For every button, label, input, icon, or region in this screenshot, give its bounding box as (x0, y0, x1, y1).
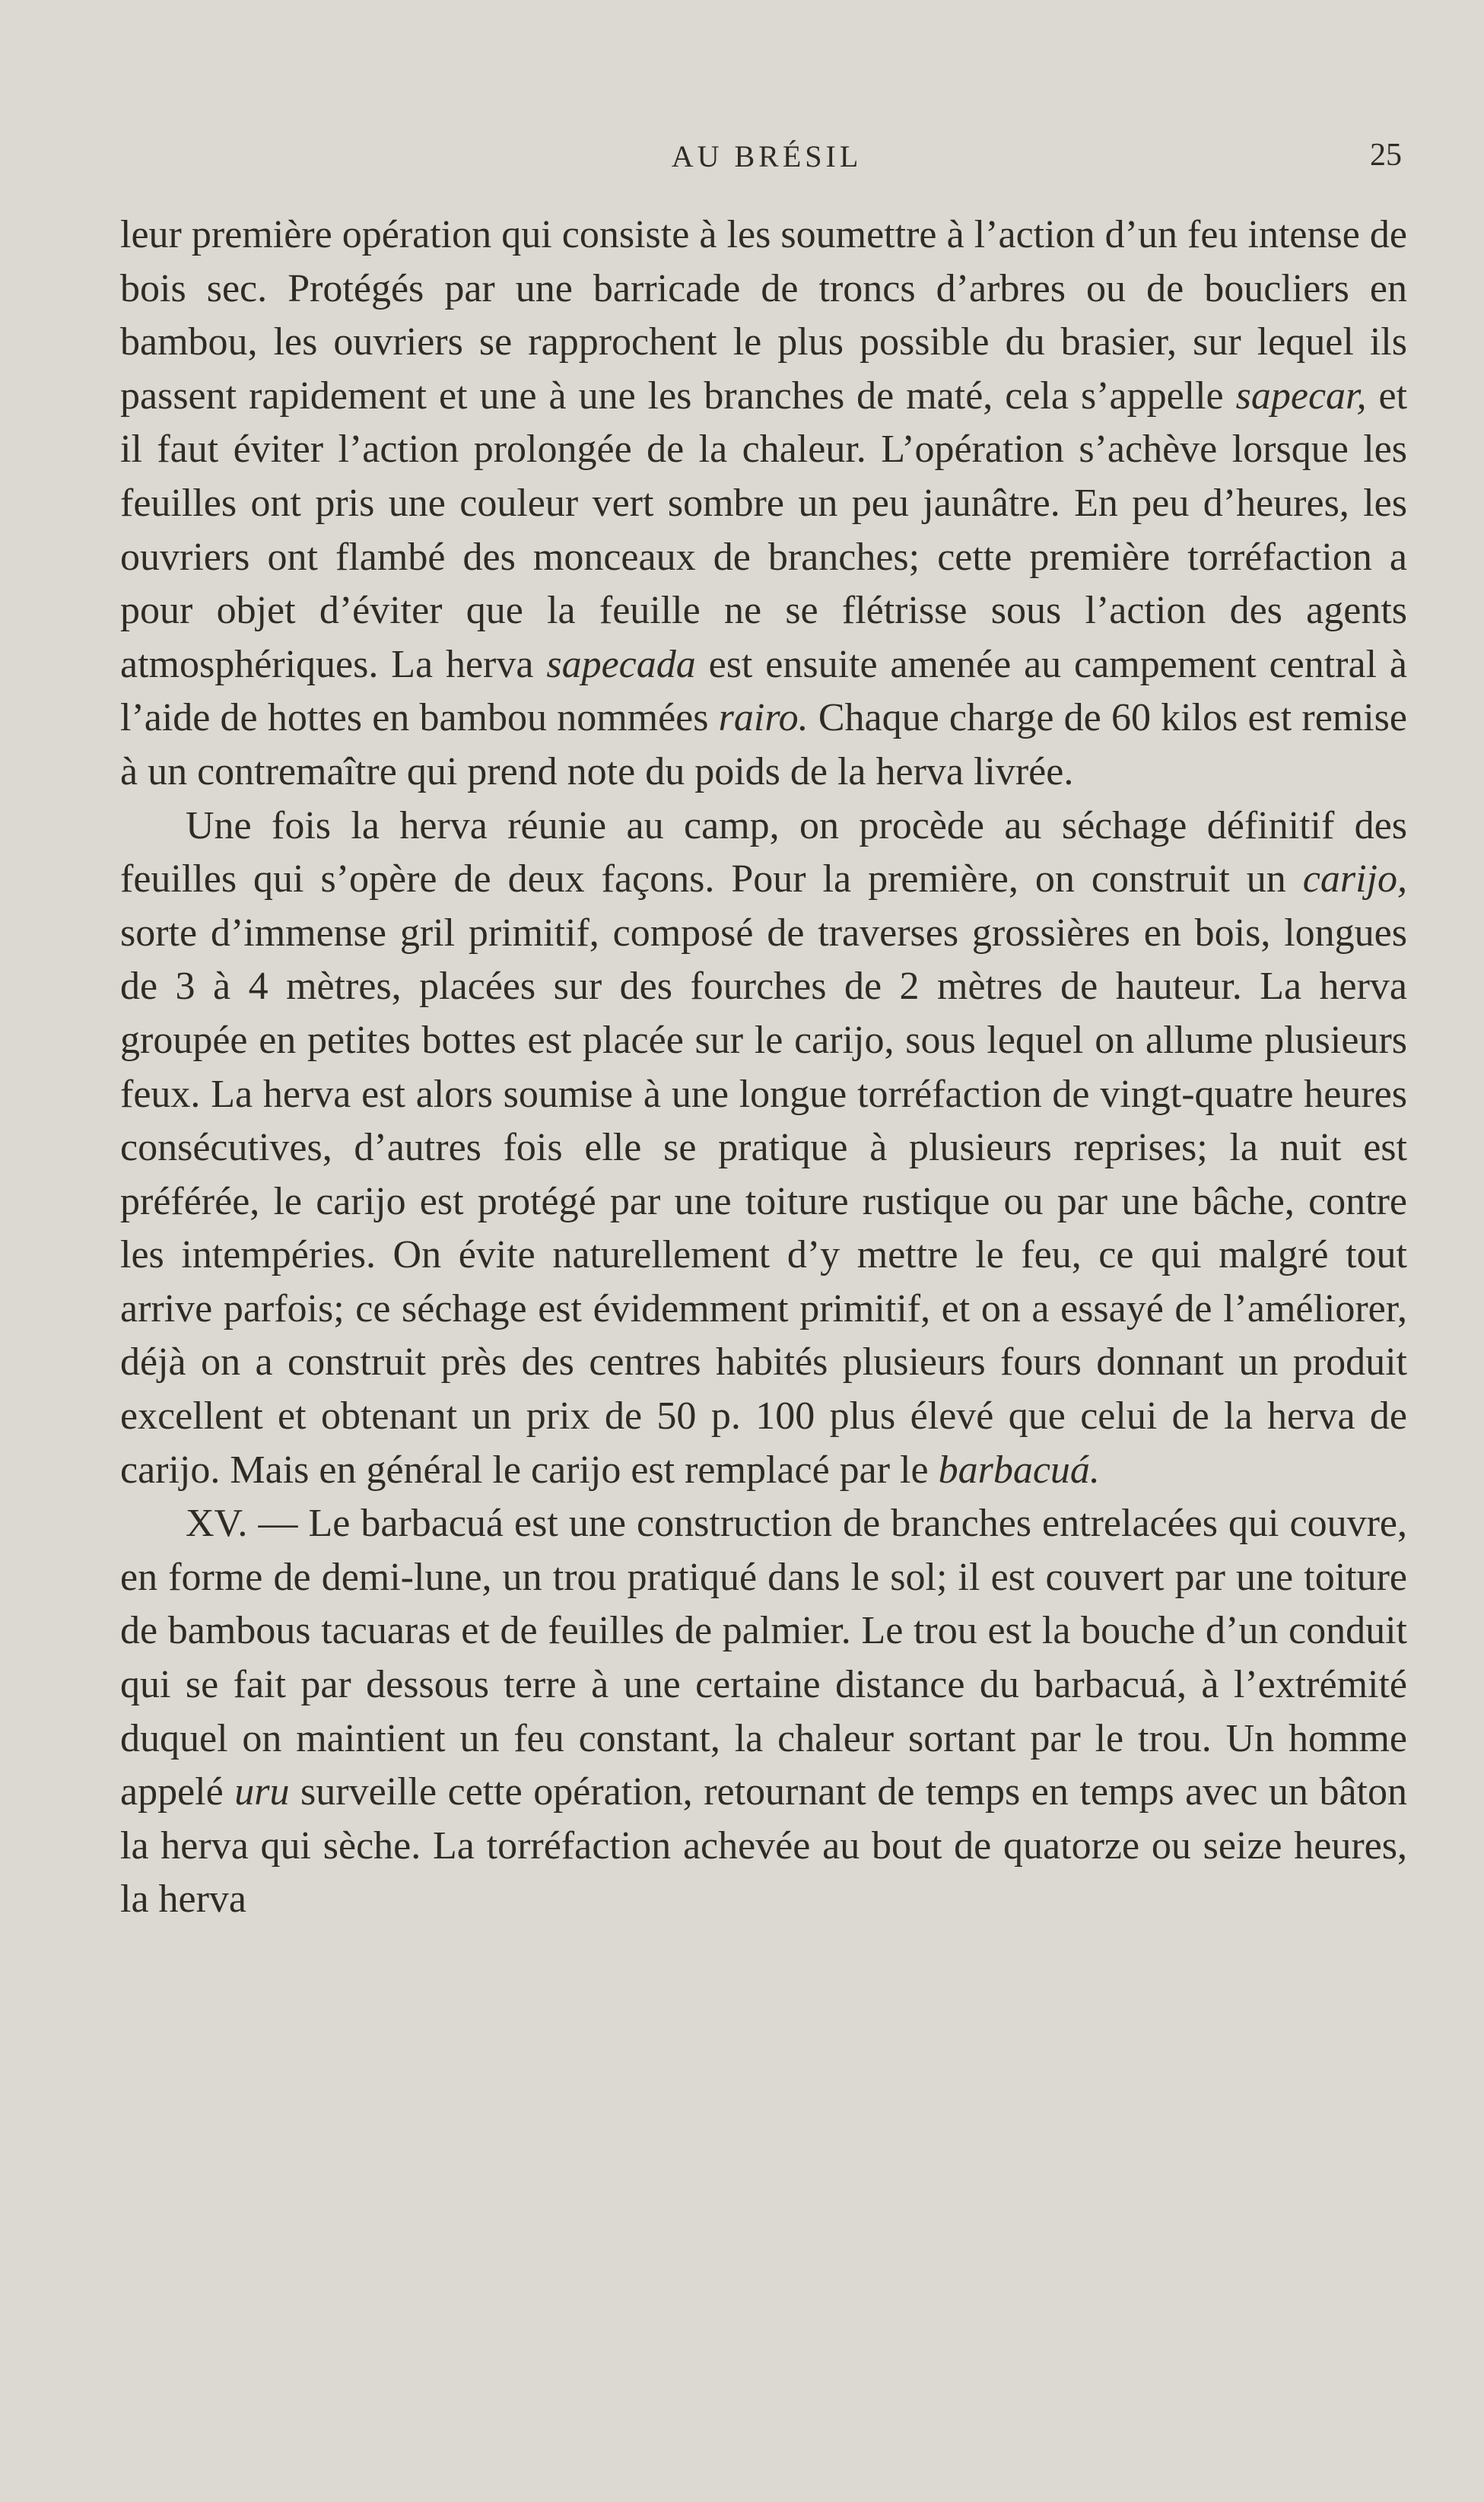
running-title: AU BRÉSIL (671, 139, 863, 173)
running-head (0, 138, 1484, 184)
text-segment: Chaque charge de 60 kilos est remise à un contremaître qui prend note du poids de la herva livrée. (120, 696, 1408, 793)
paragraph-1 (120, 208, 1407, 800)
paragraph-2 (120, 800, 1407, 1498)
text-segment: surveille cette opération, retournant de temps en temps avec un bâton la herva qui sèche. La torréfaction achevée au bout de quatorze ou seize heures, la herva (120, 1770, 1407, 1922)
italic-term-sapecada: sapecada (546, 642, 696, 686)
italic-term-uru: uru (234, 1770, 290, 1814)
text-segment: Une fois la herva réunie au camp, on procède au séchage définitif des feuilles qui s’opère de deux façons. Pour la première, on construit un (120, 803, 1407, 901)
text-segment: XV. — Le barbacuá est une construction de branches entrelacées qui couvre, en forme de demi-lune, un trou pratiqué dans le sol; il est couvert par une toiture de bambous tacuaras et de feuilles de palmier. Le trou est la bouche d’un conduit qui se fait par dessous terre à une certaine distance du barbacuá, à l’extrémité duquel on maintient un feu constant, la chaleur sortant par le trou. Un homme appelé (120, 1502, 1407, 1814)
text-segment: sorte d’immense gril primitif, composé de traverses grossières en bois, longues de 3 à 4 mètres, placées sur des fourches de 2 mètres de hauteur. La herva groupée en petites bottes est placée sur le carijo, sous lequel on allume plusieurs feux. La herva est alors soumise à une longue torréfaction de vingt-quatre heures consécutives, d’autres fois elle se pratique à plusieurs reprises; la nuit est préférée, le carijo est protégé par une toiture rustique ou par une bâche, contre les intempéries. On évite naturellement d’y mettre le feu, ce qui malgré tout arrive parfois; ce séchage est évidemment primitif, et on a essayé de l’améliorer, déjà on a construit près des centres habités plusieurs fours donnant un produit excellent et obtenant un prix de 50 p. 100 plus élevé que celui de la herva de carijo. Mais en général le carijo est remplacé par le (120, 911, 1407, 1492)
italic-term-carijo: carijo, (1302, 857, 1407, 901)
text-segment: est ensuite amenée au campement central à l’aide de hottes en bambou nommées (120, 642, 1407, 740)
page-number: 25 (1370, 138, 1402, 173)
paragraph-3 (120, 1497, 1407, 1927)
text-segment: et il faut éviter l’action prolongée de la chaleur. L’opération s’achève lorsque les feuilles ont pris une couleur vert sombre un peu jaunâtre. En peu d’heures, les ouvriers ont flambé des monceaux de branches; cette première torréfaction a pour objet d’éviter que la feuille ne se flétrisse sous l’action des agents atmosphériques. La herva (120, 374, 1408, 686)
text-segment: leur première opération qui consiste à les soumettre à l’action d’un feu intense de bois sec. Protégés par une barricade de troncs d’arbres ou de boucliers en bambou, les ouvriers se rapprochent le plus possible du brasier, sur lequel ils passent rapidement et une à une les branches de maté, cela s’appelle (120, 213, 1407, 418)
italic-term-sapecar: sapecar, (1235, 374, 1367, 418)
body-text (120, 208, 1407, 1927)
italic-term-rairo: rairo. (718, 696, 809, 740)
italic-term-barbacua: barbacuá. (938, 1448, 1100, 1492)
